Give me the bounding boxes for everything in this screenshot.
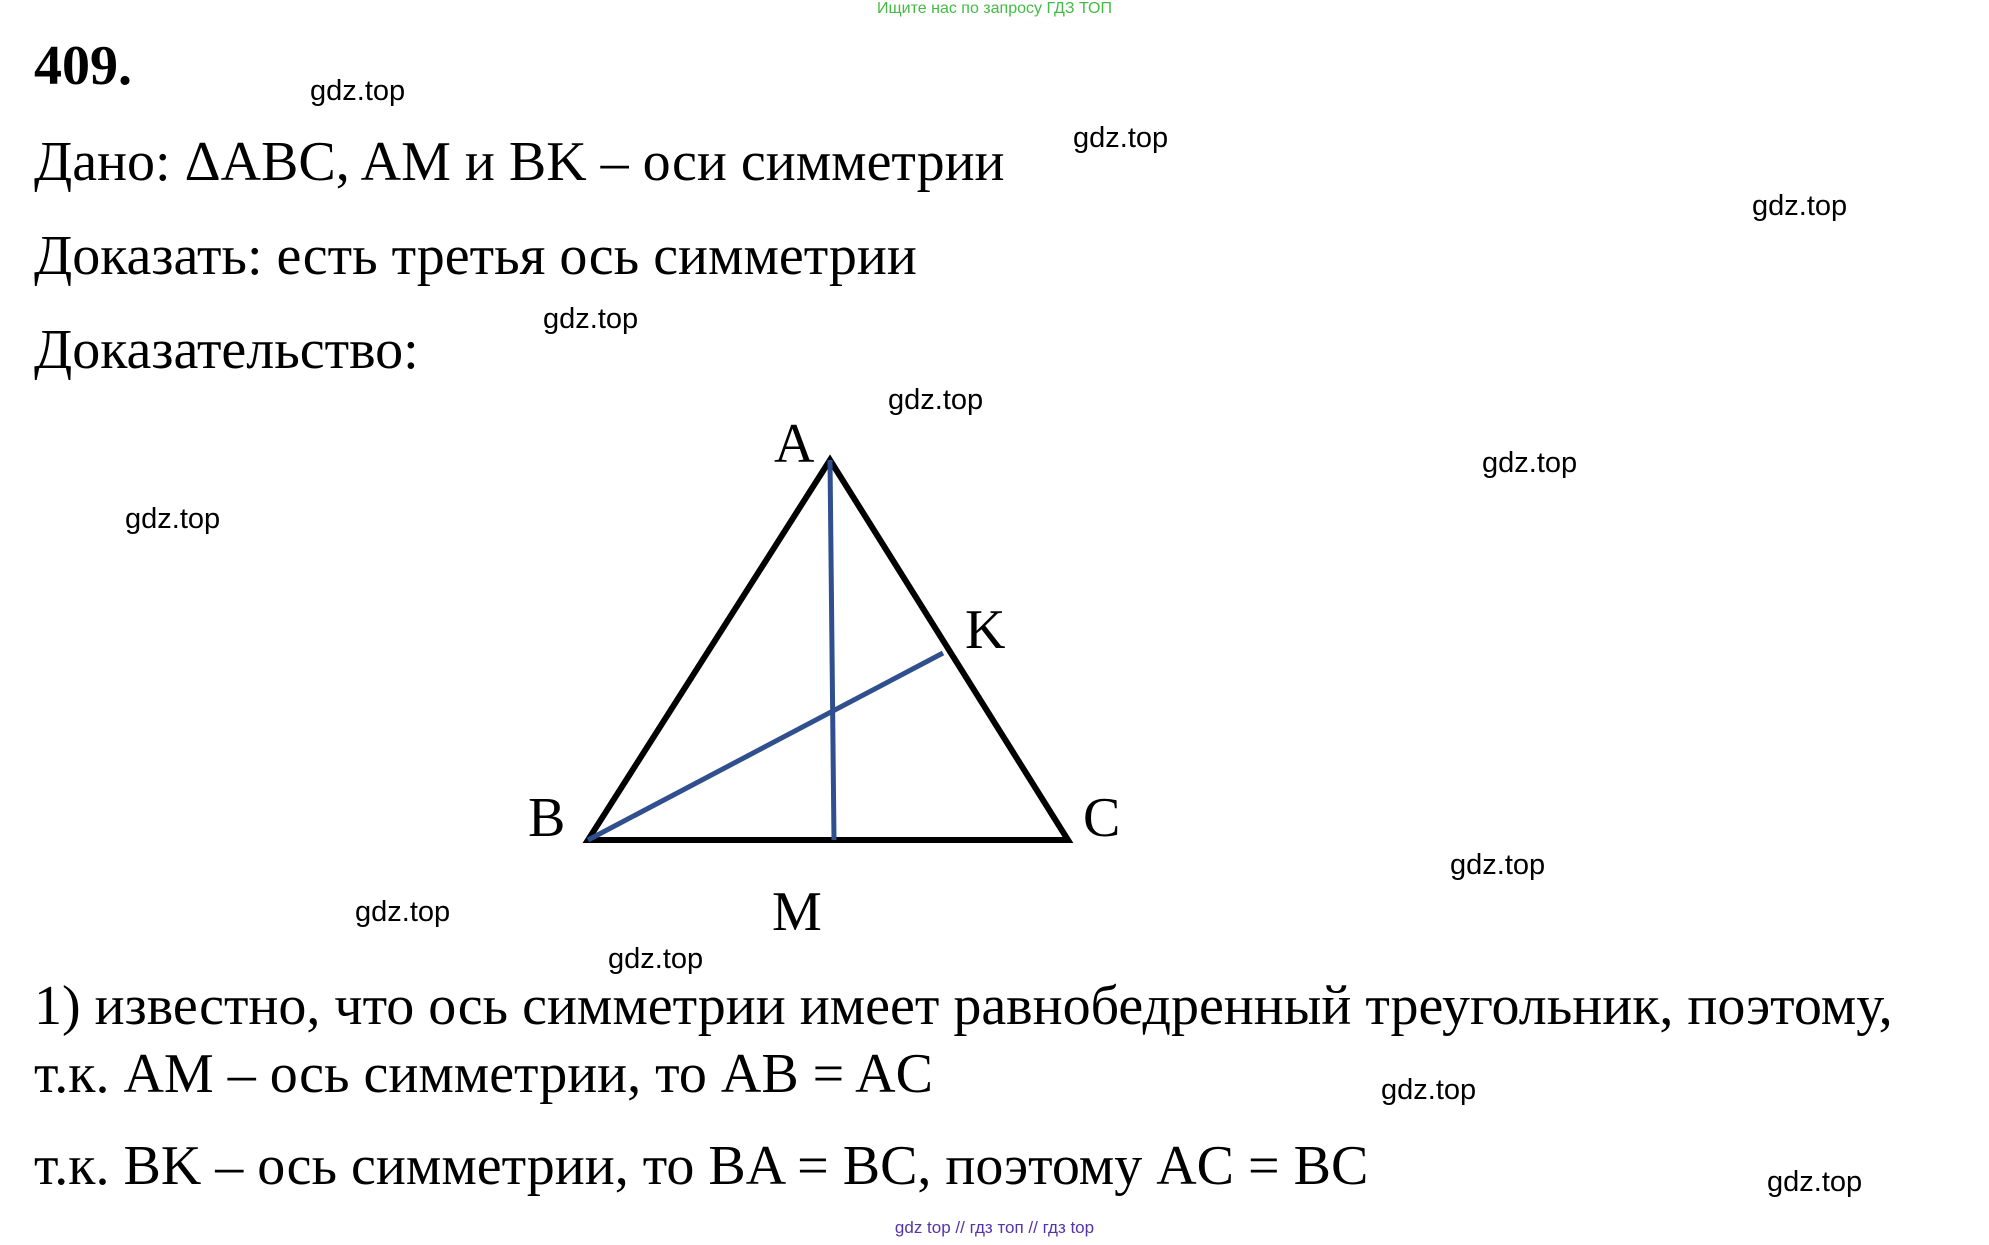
- footer-text: gdz top // гдз топ // гдз top: [894, 1218, 1095, 1237]
- top-banner: Ищите нас по запросу ГДЗ ТОП: [877, 0, 1112, 17]
- watermark: gdz.top: [1073, 122, 1169, 154]
- prove-line: Доказать: есть третья ось симметрии: [34, 225, 917, 287]
- problem-number: 409.: [34, 35, 132, 97]
- watermark: gdz.top: [543, 303, 639, 335]
- watermark: gdz.top: [1450, 849, 1546, 881]
- vertex-label-a: A: [774, 413, 815, 475]
- vertex-label-b: B: [528, 787, 566, 849]
- watermark: gdz.top: [888, 384, 984, 416]
- axis-bk: [588, 653, 943, 840]
- watermark: gdz.top: [1381, 1074, 1477, 1106]
- vertex-label-k: K: [965, 599, 1006, 661]
- watermark: gdz.top: [1752, 190, 1848, 222]
- watermark: gdz.top: [1767, 1166, 1863, 1198]
- watermark: gdz.top: [125, 503, 221, 535]
- watermark: gdz.top: [1482, 447, 1578, 479]
- axis-am: [830, 460, 834, 840]
- proof-line-3: т.к. BK – ось симметрии, то BA = BC, поэтому AC = BC: [34, 1135, 1369, 1197]
- watermark: gdz.top: [310, 75, 406, 107]
- watermark: gdz.top: [608, 943, 704, 975]
- vertex-label-c: C: [1083, 787, 1121, 849]
- given-line: Дано: ΔABC, AM и BK – оси симметрии: [34, 131, 1005, 193]
- vertex-label-m: M: [772, 881, 822, 943]
- proof-heading: Доказательство:: [34, 319, 419, 381]
- proof-line-1: 1) известно, что ось симметрии имеет равнобедренный треугольник, поэтому,: [34, 975, 1893, 1037]
- watermark: gdz.top: [355, 896, 451, 928]
- proof-line-2: т.к. AM – ось симметрии, то AB = AC: [34, 1043, 933, 1105]
